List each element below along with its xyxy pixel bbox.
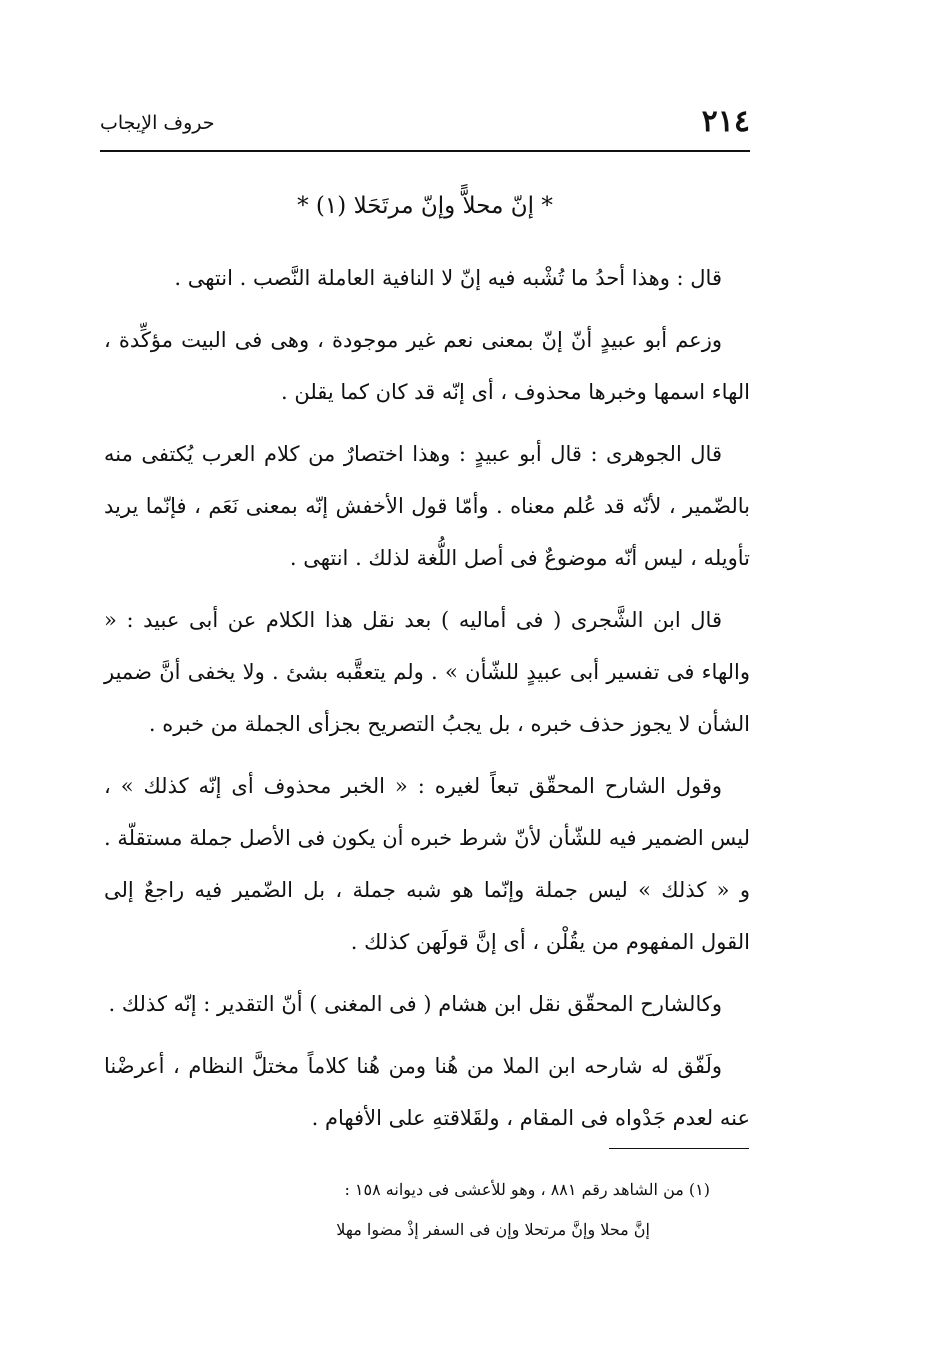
header-rule <box>100 150 750 152</box>
paragraph-7: ولَفّق له شارحه ابن الملا من هُنا ومن هُنا كلاماً مختلَّ النظام ، أعرضْنا عنه لعدم جَدْواه فى المقام ، ولقَلاقتهِ على الأفهام . <box>104 1054 750 1130</box>
footnote-text: (١) من الشاهد رقم ٨٨١ ، وهو للأعشى فى ديوانه ١٥٨ : <box>344 1180 710 1199</box>
paragraph-1: قال : وهذا أحدُ ما تُشْبه فيه إنّ لا النافية العاملة النَّصب . انتهى . <box>174 266 722 290</box>
footnote-verse: إنَّ محلا وإنَّ مرتحلا وإن فى السفر إذْ مضوا مهلا <box>336 1220 650 1239</box>
paragraph-2: وزعم أبو عبيدٍ أنّ إنّ بمعنى نعم غير موجودة ، وهى فى البيت مؤكِّدة ، الهاء اسمها وخبرها محذوف ، أى إنّه قد كان كما يقلن . <box>104 328 750 404</box>
running-title: حروف الإيجاب <box>100 112 215 134</box>
footnote <box>210 1176 710 1244</box>
page-header <box>100 104 750 144</box>
verse-heading: * إنّ محلاًّ وإنّ مرتَحَلا (١) * <box>297 193 553 219</box>
paragraph-6: وكالشارح المحقّق نقل ابن هشام ( فى المغنى ) أنّ التقدير : إنّه كذلك . <box>108 992 722 1016</box>
page-number: ٢١٤ <box>701 104 750 139</box>
paragraph-4: قال ابن الشَّجرى ( فى أماليه ) بعد نقل هذا الكلام عن أبى عبيد : « والهاء فى تفسير أبى عبيدٍ للشّأن » . ولم يتعقَّبه بشئ . ولا يخفى أنَّ ضمير الشأن لا يجوز حذف خبره ، بل يجبُ التصريح بجزأى الجملة من خبره . <box>104 608 750 736</box>
paragraph-3: قال الجوهرى : قال أبو عبيدٍ : وهذا اختصارٌ من كلام العرب يُكتفى منه بالضّمير ، لأنّه قد عُلم معناه . وأمّا قول الأخفش إنّه بمعنى نَعَم ، فإنّما يريد تأويله ، ليس أنّه موضوعٌ فى أصل اللُّغة لذلك . انتهى . <box>104 442 750 570</box>
paragraph-5: وقول الشارح المحقّق تبعاً لغيره : « الخبر محذوف أى إنّه كذلك » ، ليس الضمير فيه للشّأن لأنّ شرط خبره أن يكون فى الأصل جملة مستقلّة . و « كذلك » ليس جملة وإنّما هو شبه جملة ، بل الضّمير فيه راجعٌ إلى القول المفهوم من يقُلْن ، أى إنَّ قولَهن كذلك . <box>104 774 750 954</box>
footnote-rule <box>609 1148 749 1149</box>
body-text <box>104 252 750 1154</box>
